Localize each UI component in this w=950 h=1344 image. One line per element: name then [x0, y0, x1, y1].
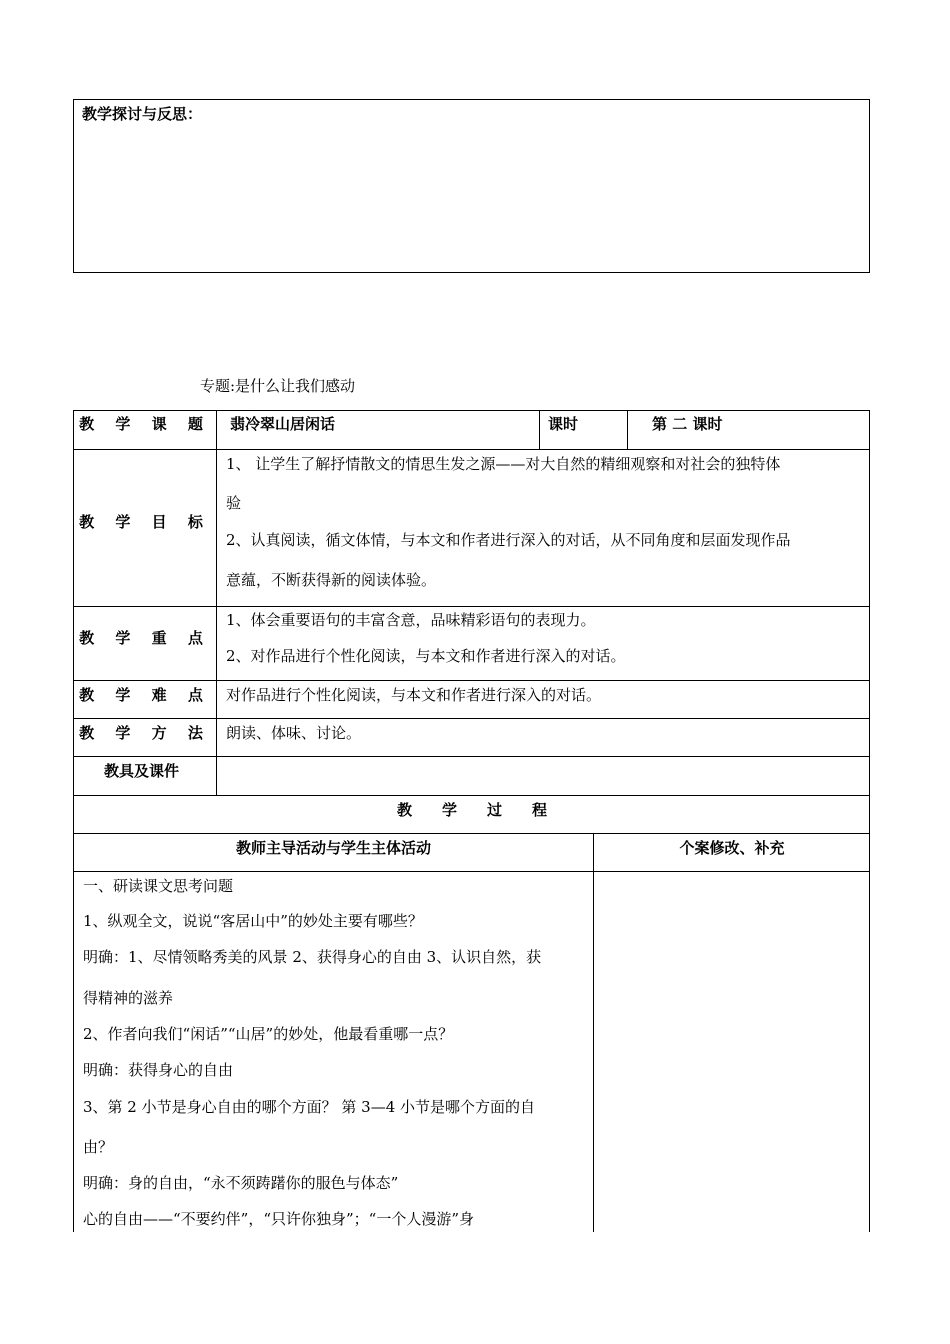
row-divider [73, 756, 870, 757]
title-value: 翡冷翠山居闲话 [230, 415, 336, 433]
key-points-label: 教 学 重 点 [79, 629, 211, 647]
period-label: 课时 [548, 415, 579, 433]
objective-line: 1、 让学生了解抒情散文的情思生发之源——对大自然的精细观察和对社会的独特体 [226, 455, 781, 473]
method-text: 朗读、体味、讨论。 [226, 724, 362, 742]
notes-column-header: 个案修改、补充 [679, 839, 785, 857]
col-divider [627, 410, 628, 449]
activity-column-header: 教师主导活动与学生主体活动 [235, 839, 431, 857]
tools-label: 教具及课件 [104, 762, 180, 780]
row-divider [73, 718, 870, 719]
process-line: 明确：1、尽情领略秀美的风景 2、获得身心的自由 3、认识自然，获 [83, 948, 542, 966]
row-divider [73, 871, 870, 872]
reflection-label: 教学探讨与反思： [82, 105, 203, 123]
difficulty-text: 对作品进行个性化阅读，与本文和作者进行深入的对话。 [226, 686, 602, 704]
process-line: 2、作者向我们“闲话”“山居”的妙处，他最看重哪一点？ [83, 1025, 454, 1043]
difficulty-label: 教 学 难 点 [79, 686, 211, 704]
title-label: 教 学 课 题 [79, 415, 211, 433]
process-line: 1、纵观全文，说说“客居山中”的妙处主要有哪些？ [83, 912, 423, 930]
row-divider [73, 680, 870, 681]
process-line: 3、第 2 小节是身心自由的哪个方面？ 第 3—4 小节是哪个方面的自 [83, 1098, 536, 1116]
process-line: 一、研读课文思考问题 [83, 877, 234, 895]
process-line: 心的自由——“不要约伴”，“只许你独身”；“一个人漫游”身 [83, 1210, 475, 1228]
topic-title: 专题:是什么让我们感动 [200, 377, 356, 395]
period-value: 第 二 课时 [652, 415, 723, 433]
row-divider [73, 833, 870, 834]
row-divider [73, 795, 870, 796]
col-divider [593, 833, 594, 1232]
objective-line: 验 [226, 494, 242, 512]
reflection-box [73, 99, 870, 273]
objectives-label: 教 学 目 标 [79, 513, 211, 531]
process-line: 明确：获得身心的自由 [83, 1061, 234, 1079]
key-point-line: 1、体会重要语句的丰富含意，品味精彩语句的表现力。 [226, 611, 596, 629]
objective-line: 意蕴，不断获得新的阅读体验。 [226, 571, 437, 589]
process-line: 得精神的滋养 [83, 989, 174, 1007]
key-point-line: 2、对作品进行个性化阅读，与本文和作者进行深入的对话。 [226, 647, 626, 665]
process-header: 教 学 过 程 [396, 801, 547, 819]
method-label: 教 学 方 法 [79, 724, 211, 742]
row-divider [73, 449, 870, 450]
process-line: 明确：身的自由，“永不须踌躇你的服色与体态” [83, 1174, 399, 1192]
col-divider [216, 410, 217, 795]
row-divider [73, 606, 870, 607]
objective-line: 2、认真阅读，循文体情，与本文和作者进行深入的对话，从不同角度和层面发现作品 [226, 531, 791, 549]
process-line: 由？ [83, 1138, 114, 1156]
col-divider [539, 410, 540, 449]
